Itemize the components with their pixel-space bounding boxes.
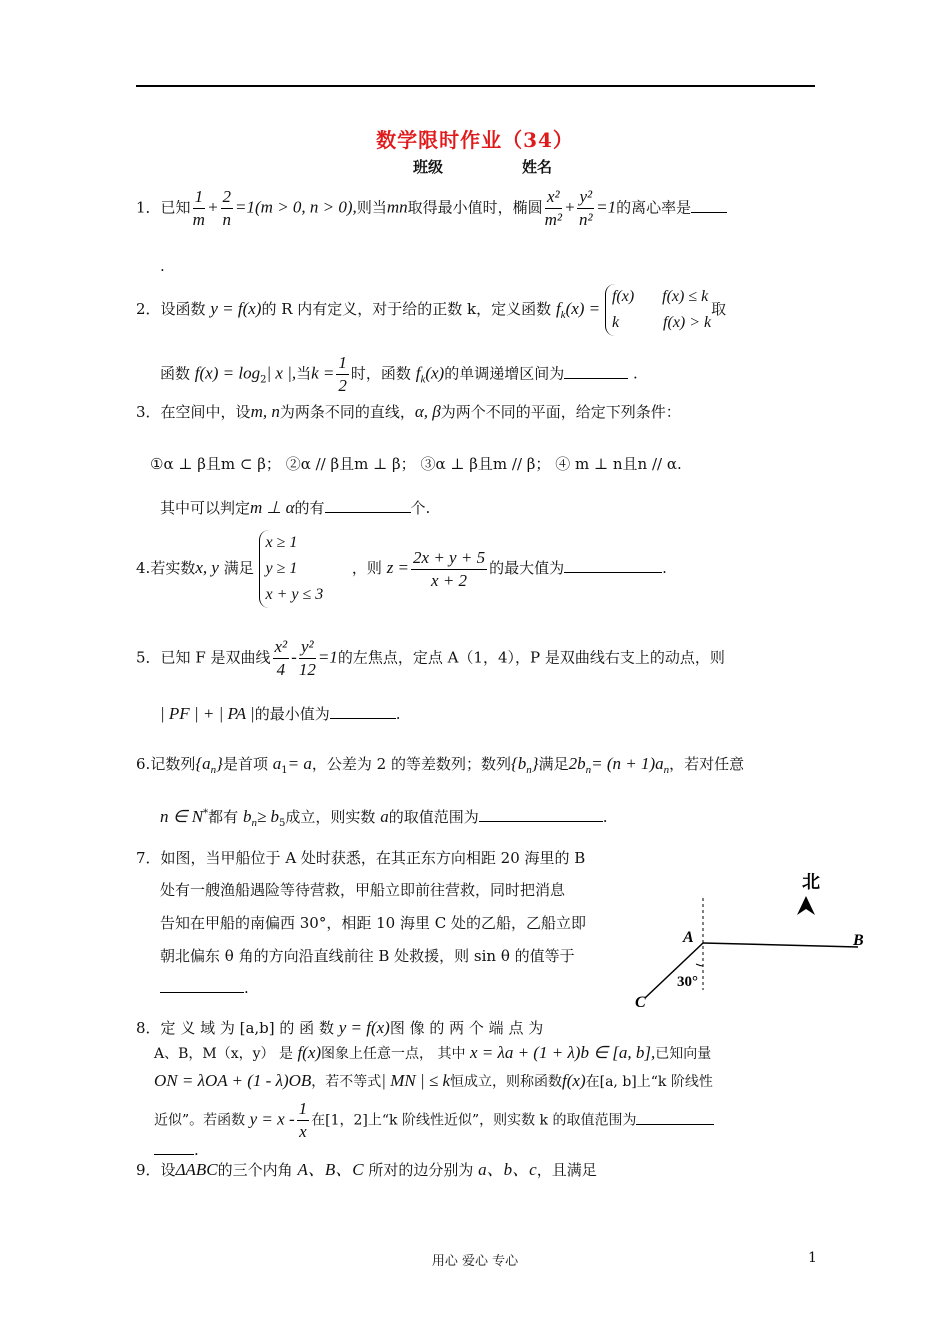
question-6-line2: n ∈ N*都有 $b_n\ge b_5$成立，则实数 a的取值范围为 . xyxy=(160,807,608,829)
point-c-label: C xyxy=(635,994,646,1011)
question-1-end: . xyxy=(160,257,165,275)
north-label: 北 xyxy=(802,872,820,893)
question-7-line2: 处有一艘渔船遇险等待营救，甲船立即前往营救，同时把消息 xyxy=(160,881,566,899)
point-a-label: A xyxy=(683,929,694,946)
answer-blank xyxy=(691,198,727,213)
angle-label: 30° xyxy=(677,974,698,990)
question-2: 2．设函数 y = f(x)的 R 内有定义，对于给的正数 k，定义函数 $f_k(x) = f(x)$ f(x) ≤ k k f(x) > k取 xyxy=(136,284,726,336)
question-7-line4: 朝北偏东 θ 角的方向沿直线前往 B 处救援，则 sin θ 的值等于 xyxy=(160,947,575,965)
question-2-line2: 函数 $f(x) = \log_2|$ x |,当k = $\frac{1}{2}$ 时，函数 $f_k(x)$的单调递增区间为 . xyxy=(160,353,638,395)
question-8-line3: ON = λOA + (1 - λ)OB，若不等式| MN | ≤ k恒成立，则称函数f(x)在[a, b]上“k 阶线性 xyxy=(154,1071,713,1090)
angle-arc xyxy=(696,964,703,966)
page-title: 数学限时作业（34） xyxy=(376,128,574,152)
constraint-brace: x ≥ 1 y ≥ 1 x + y ≤ 3 xyxy=(259,530,324,608)
question-8-end: . xyxy=(154,1140,199,1160)
question-5-line2: | PF | + | PA |的最小值为 . xyxy=(160,704,401,723)
question-3-line3: 其中可以判定m ⊥ α的有 个. xyxy=(160,498,431,517)
point-b-label: B xyxy=(853,932,864,949)
question-3-conditions: ①α ⊥ β且m ⊂ β； ②α // β且m ⊥ β； ③α ⊥ β且m // β； ④ m ⊥ n且n // α. xyxy=(150,455,682,473)
question-3: 3．在空间中，设m, n为两条不同的直线，α, β为两个不同的平面，给定下列条件： xyxy=(136,402,681,421)
name-label: 姓名 xyxy=(522,158,553,176)
page-number: 1 xyxy=(808,1250,817,1266)
question-9: 9．设ΔABC的三个内角 A、B、C 所对的边分别为 a、b、c，且满足 xyxy=(136,1160,597,1179)
class-label: 班级 xyxy=(413,158,444,176)
question-4: 4.若实数x, y 满足 x ≥ 1 y ≥ 1 x + y ≤ 3 ，则 z = $\frac{2x + y + 5}{x + 2}$ 的最大值为 . xyxy=(136,530,667,608)
question-1: 1．已知 $\frac{1}{m}$ + $\frac{2}{n}$ =1(m > 0, n > 0),则当mn取得最小值时，椭圆 $\frac{\text{x²}}{\text{m²}}$ + $\frac{\text{y²}}{\text{n²}}$ =1的离心率是 xyxy=(136,186,727,231)
question-6: 6.记数列$\{a_n\}$是首项 $a_1= a$，公差为 2 的等差数列；数列$\{b_n\}$满足$2b_n= (n + 1)a_n$，若对任意 xyxy=(136,754,745,776)
north-arrow-icon xyxy=(797,896,815,915)
line-ab xyxy=(703,943,858,947)
piecewise-brace: f(x) f(x) ≤ k k f(x) > k xyxy=(605,284,711,336)
footer-text: 用心 爱心 专心 xyxy=(431,1254,519,1269)
question-7-line5: . xyxy=(160,978,249,998)
ship-rescue-figure xyxy=(620,860,875,1020)
question-5: 5．已知 F 是双曲线 $\frac{\text{x²}}{4}$ - $\frac{\text{y²}}{12}$ =1的左焦点，定点 A（1，4），P 是双曲线右支上的动点，则 xyxy=(136,637,725,679)
question-7-line1: 7．如图，当甲船位于 A 处时获悉，在其正东方向相距 20 海里的 B xyxy=(136,849,586,867)
question-8-line4: 近似”。若函数 y = x - $\frac{1}{x}$ 在[1，2]上“k 阶线性近似”，则实数 k 的取值范围为 xyxy=(154,1098,714,1143)
question-7-line3: 告知在甲船的南偏西 30°，相距 10 海里 C 处的乙船，乙船立即 xyxy=(160,914,586,932)
header-rule xyxy=(136,85,815,87)
question-8-line2: A、B，M（x，y） 是 f(x)图象上任意一点， 其中 x = λa + (1 + λ)b ∈ [a, b],已知向量 xyxy=(154,1043,712,1062)
question-8-line1: 8．定 义 域 为 [a,b] 的 函 数 y = f(x)图 像 的 两 个 端 点 为 xyxy=(136,1018,544,1037)
